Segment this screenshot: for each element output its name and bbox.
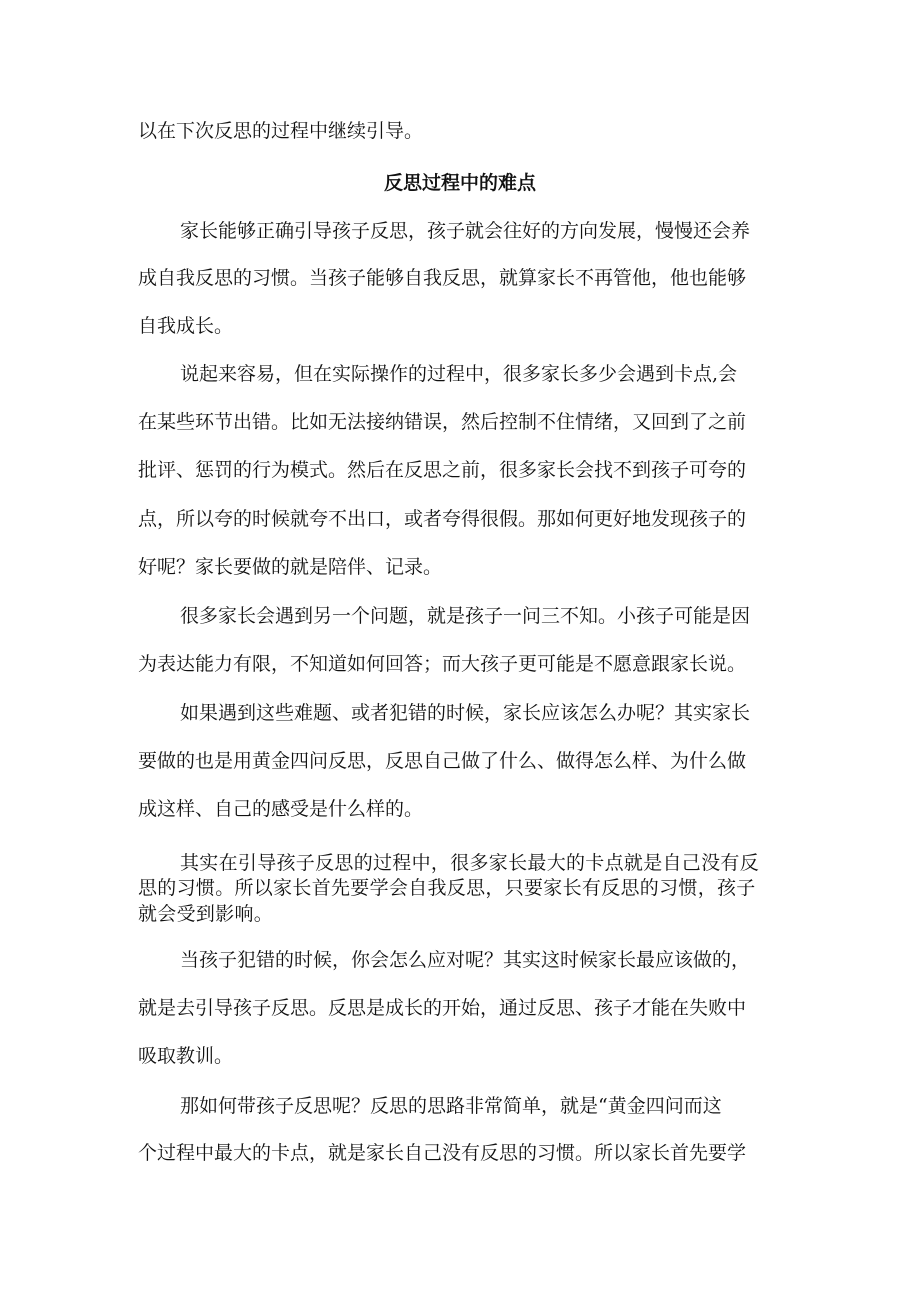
paragraph-line: 就会受到影响。 bbox=[138, 903, 274, 925]
paragraph-line: 说起来容易，但在实际操作的过程中，很多家长多少会遇到卡点,会 bbox=[180, 363, 738, 385]
paragraph-line: 个过程中最大的卡点，就是家长自己没有反思的习惯。所以家长首先要学 bbox=[138, 1142, 747, 1164]
paragraph-line: 成这样、自己的感受是什么样的。 bbox=[138, 798, 424, 820]
paragraph-line: 很多家长会遇到另一个问题，就是孩子一问三不知。小孩子可能是因 bbox=[180, 605, 751, 627]
paragraph-line: 家长能够正确引导孩子反思，孩子就会往好的方向发展，慢慢还会养 bbox=[180, 220, 751, 242]
paragraph-line: 其实在引导孩子反思的过程中，很多家长最大的卡点就是自己没有反 bbox=[180, 852, 760, 874]
paragraph-line: 如果遇到这些难题、或者犯错的时候，家长应该怎么办呢？其实家长 bbox=[180, 702, 751, 724]
paragraph-line: 好呢？家长要做的就是陪伴、记录。 bbox=[138, 556, 443, 578]
paragraph-line: 成自我反思的习惯。当孩子能够自我反思，就算家长不再管他，他也能够 bbox=[138, 267, 747, 289]
section-heading: 反思过程中的难点 bbox=[383, 172, 536, 194]
paragraph-line: 吸取教训。 bbox=[138, 1045, 234, 1067]
paragraph-line: 那如何带孩子反思呢？反思的思路非常简单，就是“黄金四问而这 bbox=[180, 1095, 722, 1117]
paragraph-line: 自我成长。 bbox=[138, 315, 234, 337]
paragraph-line: 在某些环节出错。比如无法接纳错误，然后控制不住情绪，又回到了之前 bbox=[138, 411, 747, 433]
paragraph-line: 批评、惩罚的行为模式。然后在反思之前，很多家长会找不到孩子可夸的 bbox=[138, 459, 747, 481]
paragraph-line: 以在下次反思的过程中继续引导。 bbox=[138, 120, 424, 142]
paragraph-line: 思的习惯。所以家长首先要学会自我反思，只要家长有反思的习惯，孩子 bbox=[138, 877, 756, 899]
paragraph-line: 要做的也是用黄金四问反思，反思自己做了什么、做得怎么样、为什么做 bbox=[138, 750, 747, 772]
paragraph-line: 当孩子犯错的时候，你会怎么应对呢？其实这时候家长最应该做的， bbox=[180, 949, 751, 971]
paragraph-line: 点，所以夸的时候就夸不出口，或者夸得很假。那如何更好地发现孩子的 bbox=[138, 508, 747, 530]
paragraph-line: 为表达能力有限，不知道如何回答；而大孩子更可能是不愿意跟家长说。 bbox=[138, 653, 747, 675]
paragraph-line: 就是去引导孩子反思。反思是成长的开始，通过反思、孩子才能在失败中 bbox=[138, 997, 747, 1019]
